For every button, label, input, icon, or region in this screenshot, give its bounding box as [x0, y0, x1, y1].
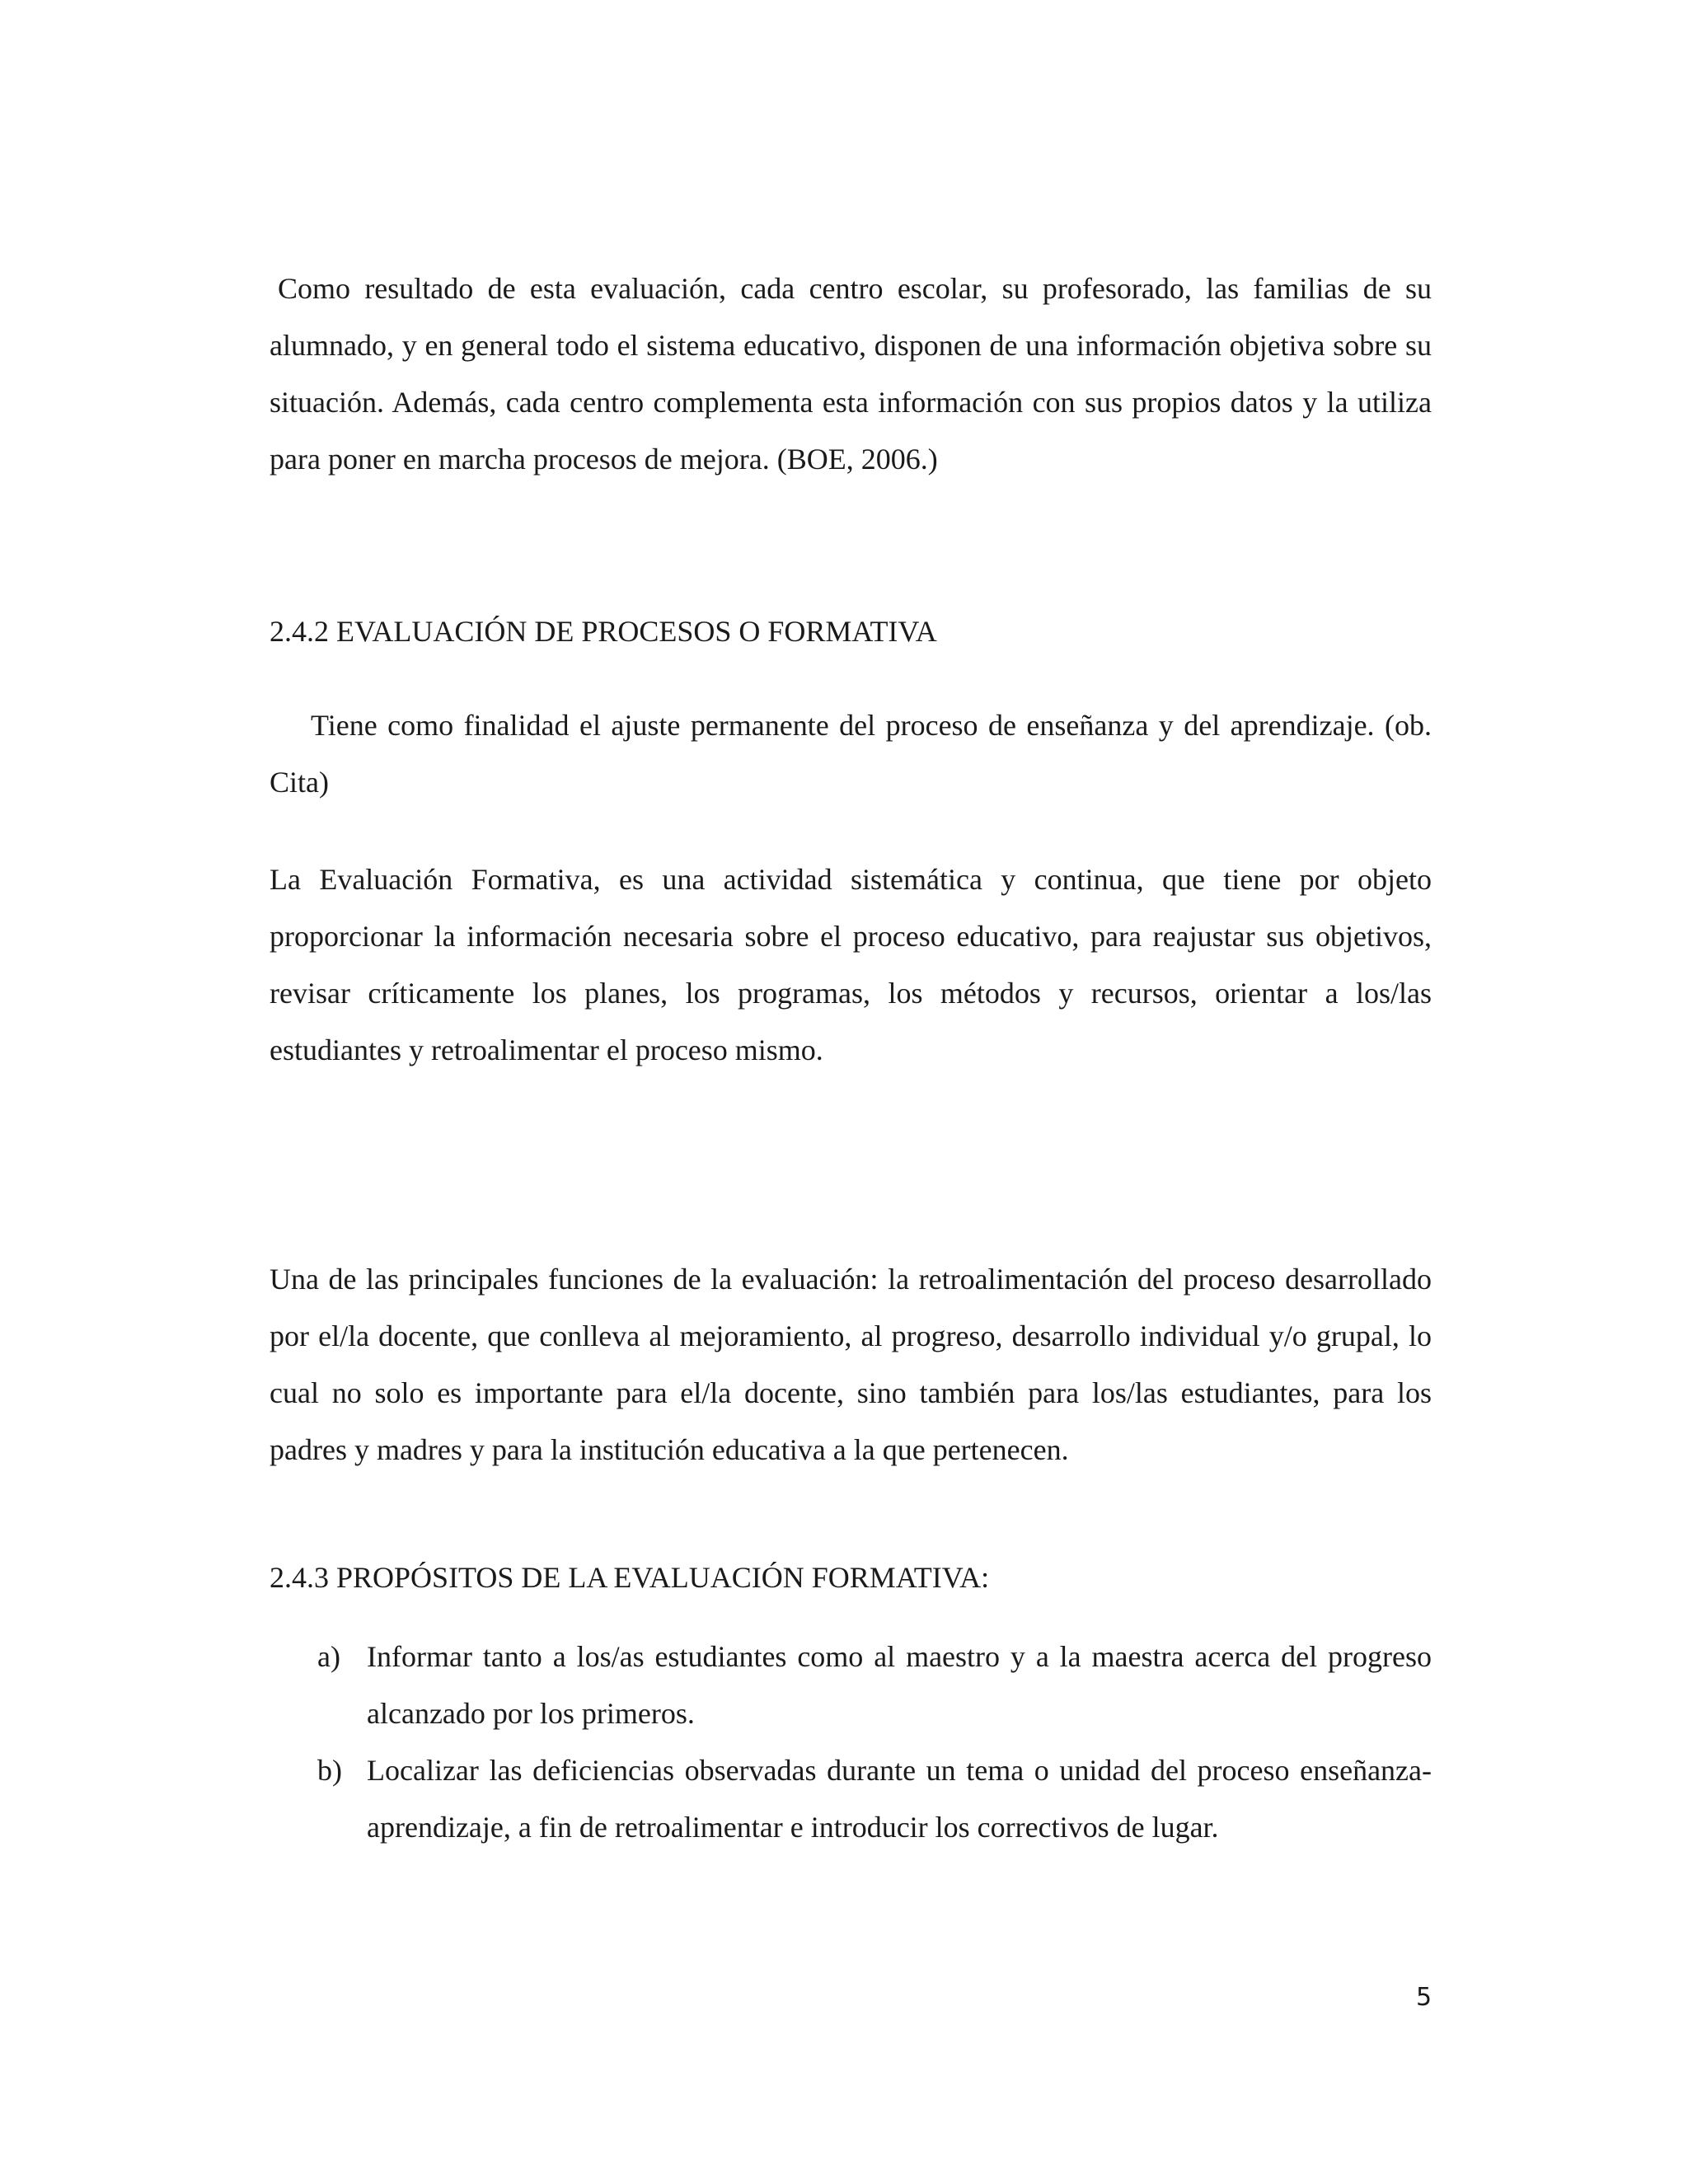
- list-item-text: Localizar las deficiencias observadas durante un tema o unidad del proceso enseñanza-aprendizaje, a fin de retroalimentar e introducir los correctivos de lugar.: [367, 1754, 1432, 1844]
- list-item: [270, 1742, 1432, 1856]
- paragraph-formative-definition: La Evaluación Formativa, es una actividad sistemática y continua, que tiene por objeto proporcionar la información necesaria sobre el proceso educativo, para reajustar sus objetivos, revisar críticamente los planes, los programas, los métodos y recursos, orientar a los/las estudiantes y retroalimentar el proceso mismo.: [270, 863, 1432, 1066]
- list-marker: a): [317, 1640, 340, 1673]
- section-heading-2-4-3: 2.4.3 PROPÓSITOS DE LA EVALUACIÓN FORMATIVA:: [270, 1561, 990, 1594]
- section-heading-2-4-2: 2.4.2 EVALUACIÓN DE PROCESOS O FORMATIVA: [270, 615, 937, 648]
- paragraph-evaluation-result: Como resultado de esta evaluación, cada centro escolar, su profesorado, las familias de su alumnado, y en general todo el sistema educativo, disponen de una información objetiva sobre su situación. Además, cada centro complementa esta información con sus propios datos y la utiliza para poner en marcha procesos de mejora. (BOE, 2006.): [270, 272, 1432, 476]
- list-marker: b): [317, 1754, 342, 1787]
- list-item-text: Informar tanto a los/as estudiantes como al maestro y a la maestra acerca del progreso alcanzado por los primeros.: [367, 1640, 1432, 1730]
- list-item: [270, 1629, 1432, 1742]
- paragraph-feedback-function: Una de las principales funciones de la evaluación: la retroalimentación del proceso desarrollado por el/la docente, que conlleva al mejoramiento, al progreso, desarrollo individual y/o grupal, lo cual no solo es importante para el/la docente, sino también para los/las estudiantes, para los padres y madres y para la institución educativa a la que pertenecen.: [270, 1263, 1432, 1466]
- paragraph-formative-purpose: Tiene como finalidad el ajuste permanente del proceso de enseñanza y del aprendizaje. (ob. Cita): [270, 709, 1432, 799]
- page-number: 5: [1416, 1983, 1432, 2012]
- purposes-list: [270, 1629, 1432, 1856]
